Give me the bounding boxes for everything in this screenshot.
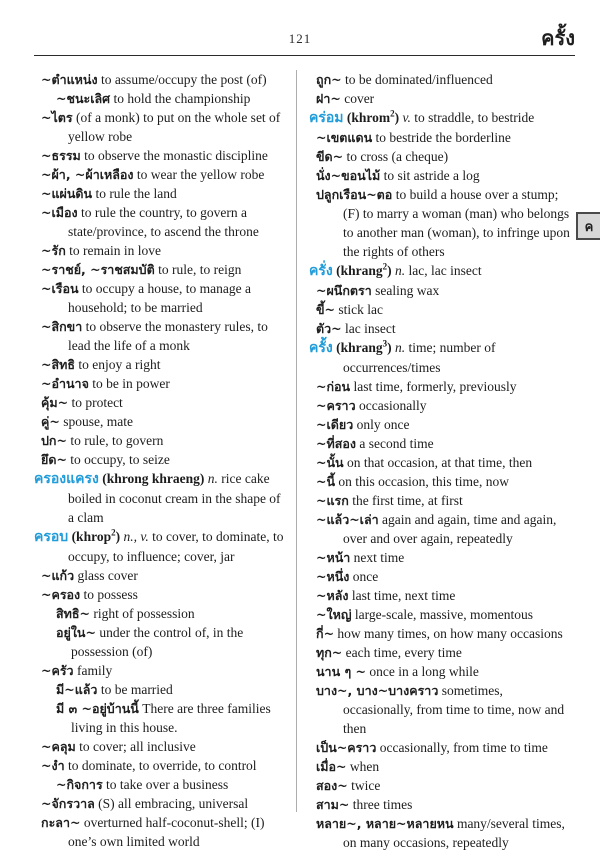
definition: to build a house over a stump; (F) to marry a woman (man) who belongs to another man (woman), to infringe upon the rights of others (343, 187, 570, 259)
sub-entry (316, 147, 575, 166)
subentry-thai: สอง~ (316, 778, 348, 793)
part-of-speech: n. (207, 471, 218, 486)
subentry-thai: ~หนึ่ง (316, 569, 350, 584)
definition: to rule the land (95, 186, 177, 201)
sub-entry (41, 184, 287, 203)
subentry-thai: ~ครัว (41, 663, 74, 678)
definition: right of possession (93, 606, 195, 621)
sub-entry (316, 605, 575, 624)
subentry-thai: เมื่อ~ (316, 759, 347, 774)
sub-entry (41, 165, 287, 184)
sub-entry (41, 279, 287, 317)
sub-entry (316, 300, 575, 319)
subentry-thai: ~ตำแหน่ง (41, 72, 98, 87)
subentry-thai: ~ผนึกตรา (316, 283, 372, 298)
definition: to cover, to dominate, to occupy, to influence; cover, jar (68, 529, 284, 564)
pronunciation: (khrop$^2$) (68, 527, 121, 544)
sub-entry (56, 699, 287, 737)
sub-entry (316, 776, 575, 795)
subentry-thai: ~ผ้า, ~ผ้าเหลือง (41, 167, 134, 182)
sub-entry (41, 737, 287, 756)
sub-entry (56, 775, 287, 794)
subentry-thai: ~ใหญ่ (316, 607, 352, 622)
headword-thai: ครั้ง (309, 340, 333, 356)
sub-entry (316, 128, 575, 147)
subentry-thai: ~แล้ว~เล่า (316, 512, 379, 527)
sub-entry (41, 317, 287, 355)
definition: to protect (71, 395, 123, 410)
definition: to sit astride a log (383, 168, 480, 183)
subentry-thai: ปลูกเรือน~ตอ (316, 187, 393, 202)
sub-entry (316, 185, 575, 261)
sub-entry (41, 756, 287, 775)
subentry-thai: ขีด~ (316, 149, 344, 164)
definition: three times (352, 797, 413, 812)
definition: overturned half-coconut-shell; (I) one’s own limited world (68, 815, 265, 849)
subentry-thai: ~ราชย์, ~ราชสมบัติ (41, 262, 155, 277)
guide-word: ครั้ง (541, 26, 575, 50)
definition: to be married (100, 682, 173, 697)
subentry-thai: ~เรือน (41, 281, 79, 296)
definition: occasionally, from time to time (379, 740, 548, 755)
sub-entry (41, 70, 287, 89)
subentry-thai: ~สิกขา (41, 319, 83, 334)
headword-thai: ครองแครง (34, 471, 99, 487)
definition: to dominate, to override, to control (67, 758, 257, 773)
sub-entry (41, 374, 287, 393)
subentry-thai: ~จักรวาล (41, 796, 95, 811)
headword-entry (309, 108, 575, 128)
sub-entry (41, 450, 287, 469)
sub-entry (56, 604, 287, 623)
definition: time; number of occurrences/times (343, 340, 496, 375)
sub-entry (316, 70, 575, 89)
subentry-thai: กะลา~ (41, 815, 81, 830)
sub-entry (41, 260, 287, 279)
definition: to take over a business (106, 777, 229, 792)
sub-entry (316, 643, 575, 662)
subentry-thai: ~ไตร (41, 110, 73, 125)
sub-entry (316, 166, 575, 185)
sub-entry (316, 757, 575, 776)
definition: lac, lac insect (408, 263, 482, 278)
definition: the first time, at first (352, 493, 463, 508)
subentry-thai: ~คราว (316, 398, 356, 413)
definition: once (352, 569, 379, 584)
definition: spouse, mate (63, 414, 133, 429)
part-of-speech: n. (395, 263, 406, 278)
definition: next time (353, 550, 405, 565)
subentry-thai: อยู่ใน~ (56, 625, 96, 640)
sub-entry (56, 89, 287, 108)
sub-entry (41, 412, 287, 431)
sub-entry (316, 453, 575, 472)
sub-entry (56, 680, 287, 699)
sub-entry (316, 662, 575, 681)
subentry-thai: ขี้~ (316, 302, 336, 317)
sub-entry (316, 472, 575, 491)
subentry-thai: ~ชนะเลิศ (56, 91, 111, 106)
subentry-thai: นาน ๆ ~ (316, 664, 366, 679)
definition: There are three families living in this house. (71, 701, 271, 735)
definition: to assume/occupy the post (of) (100, 72, 267, 87)
subentry-thai: สิทธิ~ (56, 606, 90, 621)
definition: under the control of, in the possession (of) (71, 625, 244, 659)
subentry-thai: สาม~ (316, 797, 350, 812)
sub-entry (316, 396, 575, 415)
sub-entry (41, 661, 287, 680)
definition: to observe the monastic discipline (84, 148, 268, 163)
definition: sometimes, occasionally, from time to time, now and then (343, 683, 565, 736)
definition: to occupy a house, to manage a household; to be married (68, 281, 251, 315)
subentry-thai: กี่~ (316, 626, 335, 641)
definition: to rule the country, to govern a state/province, to ascend the throne (68, 205, 259, 239)
definition: to hold the championship (113, 91, 251, 106)
definition: lac insect (345, 321, 396, 336)
definition: family (76, 663, 113, 678)
sub-entry (316, 814, 575, 852)
definition: how many times, on how many occasions (337, 626, 563, 641)
part-of-speech: n., v. (123, 529, 149, 544)
subentry-thai: ถูก~ (316, 72, 342, 87)
subentry-thai: ~เมือง (41, 205, 78, 220)
subentry-thai: ยึด~ (41, 452, 67, 467)
sub-entry (316, 795, 575, 814)
headword-entry (309, 338, 575, 377)
subentry-thai: ตัว~ (316, 321, 342, 336)
subentry-thai: นั่ง~ขอนไม้ (316, 168, 381, 183)
subentry-thai: ~ที่สอง (316, 436, 356, 451)
definition: each time, every time (345, 645, 462, 660)
definition: sealing wax (375, 283, 440, 298)
part-of-speech: n. (395, 340, 406, 355)
pronunciation: (khrong khraeng) (98, 471, 205, 486)
definition: to be in power (92, 376, 170, 391)
pronunciation: (khrang$^2$) (332, 261, 392, 278)
definition: to observe the monastery rules, to lead the life of a monk (68, 319, 268, 353)
left-column (34, 70, 296, 849)
sub-entry (316, 510, 575, 548)
sub-entry (316, 434, 575, 453)
subentry-thai: หลาย~, หลาย~หลายหน (316, 816, 454, 831)
subentry-thai: ~สิทธิ (41, 357, 75, 372)
definition: to occupy, to seize (70, 452, 170, 467)
definition: last time, next time (351, 588, 456, 603)
subentry-thai: ~นี้ (316, 474, 336, 489)
definition: large-scale, massive, momentous (354, 607, 534, 622)
sub-entry (41, 355, 287, 374)
definition: to cover; all inclusive (79, 739, 196, 754)
definition: again and again, time and again, over and over again, repeatedly (343, 512, 557, 546)
definition: stick lac (338, 302, 384, 317)
definition: on that occasion, at that time, then (346, 455, 533, 470)
sub-entry (56, 623, 287, 661)
subentry-thai: เป็น~คราว (316, 740, 377, 755)
headword-entry (34, 469, 287, 527)
definition: (of a monk) to put on the whole set of yellow robe (68, 110, 281, 144)
definition: to cross (a cheque) (346, 149, 449, 164)
subentry-thai: ~ก่อน (316, 379, 351, 394)
definition: last time, formerly, previously (353, 379, 517, 394)
subentry-thai: คุ้ม~ (41, 395, 69, 410)
subentry-thai: ~แรก (316, 493, 349, 508)
subentry-thai: ~หลัง (316, 588, 349, 603)
definition: twice (351, 778, 381, 793)
subentry-thai: บาง~, บาง~บางคราว (316, 683, 439, 698)
definition: to wear the yellow robe (136, 167, 265, 182)
sub-entry (41, 794, 287, 813)
subentry-thai: คู่~ (41, 414, 60, 429)
sub-entry (316, 319, 575, 338)
section-tab-letter: ค (584, 219, 594, 235)
definition: only once (356, 417, 410, 432)
subentry-thai: มี ๓ ~อยู่บ้านนี้ (56, 701, 139, 716)
headword-thai: ครอบ (34, 529, 69, 545)
sub-entry (41, 813, 287, 851)
definition: to remain in love (69, 243, 161, 258)
sub-entry (316, 586, 575, 605)
pronunciation: (khrom$^2$) (343, 108, 400, 125)
sub-entry (41, 108, 287, 146)
subentry-thai: ~อำนาจ (41, 376, 89, 391)
definition: rice cake boiled in coconut cream in the shape of a clam (68, 471, 281, 525)
sub-entry (316, 415, 575, 434)
subentry-thai: ~กิจการ (56, 777, 103, 792)
definition: to rule, to reign (158, 262, 242, 277)
sub-entry (41, 566, 287, 585)
sub-entry (316, 281, 575, 300)
definition: on this occasion, this time, now (338, 474, 510, 489)
definition: a second time (359, 436, 434, 451)
definition: occasionally (358, 398, 427, 413)
definition: to possess (83, 587, 138, 602)
subentry-thai: มี~แล้ว (56, 682, 98, 697)
sub-entry (41, 431, 287, 450)
sub-entry (316, 567, 575, 586)
subentry-thai: ทุก~ (316, 645, 343, 660)
dictionary-columns (34, 70, 575, 850)
sub-entry (316, 377, 575, 396)
sub-entry (316, 89, 575, 108)
page-number: 121 (288, 31, 312, 46)
subentry-thai: ~ธรรม (41, 148, 81, 163)
headword-thai: คร่อม (309, 110, 344, 126)
headword-entry (34, 527, 287, 566)
definition: when (349, 759, 380, 774)
sub-entry (316, 624, 575, 643)
sub-entry (316, 491, 575, 510)
subentry-thai: ฝา~ (316, 91, 341, 106)
subentry-thai: ~รัก (41, 243, 66, 258)
definition: glass cover (77, 568, 138, 583)
pronunciation: (khrang$^3$) (332, 338, 392, 355)
definition: many/several times, on many occasions, repeatedly (343, 816, 565, 850)
subentry-thai: ~แผ่นดิน (41, 186, 93, 201)
sub-entry (41, 203, 287, 241)
sub-entry (316, 681, 575, 738)
sub-entry (316, 738, 575, 757)
definition: to rule, to govern (70, 433, 164, 448)
subentry-thai: ~นั้น (316, 455, 344, 470)
definition: to straddle, to bestride (414, 110, 535, 125)
sub-entry (41, 241, 287, 260)
headword-thai: ครั่ง (309, 263, 333, 279)
sub-entry (41, 146, 287, 165)
subentry-thai: ~แก้ว (41, 568, 75, 583)
sub-entry (41, 393, 287, 412)
subentry-thai: ~ครอง (41, 587, 81, 602)
subentry-thai: ~คลุม (41, 739, 76, 754)
part-of-speech: v. (402, 110, 411, 125)
subentry-thai: ~เขตแดน (316, 130, 373, 145)
sub-entry (316, 548, 575, 567)
headword-entry (309, 261, 575, 281)
sub-entry (41, 585, 287, 604)
subentry-thai: ~หน้า (316, 550, 351, 565)
definition: once in a long while (369, 664, 479, 679)
definition: (S) all embracing, universal (98, 796, 249, 811)
subentry-thai: ~งำ (41, 758, 65, 773)
subentry-thai: ปก~ (41, 433, 67, 448)
header-rule (34, 55, 575, 56)
right-column (296, 70, 575, 850)
definition: to bestride the borderline (375, 130, 511, 145)
subentry-thai: ~เดียว (316, 417, 354, 432)
definition: cover (344, 91, 375, 106)
section-thumb-tab[interactable] (576, 212, 600, 240)
definition: to be dominated/influenced (345, 72, 493, 87)
definition: to enjoy a right (78, 357, 161, 372)
